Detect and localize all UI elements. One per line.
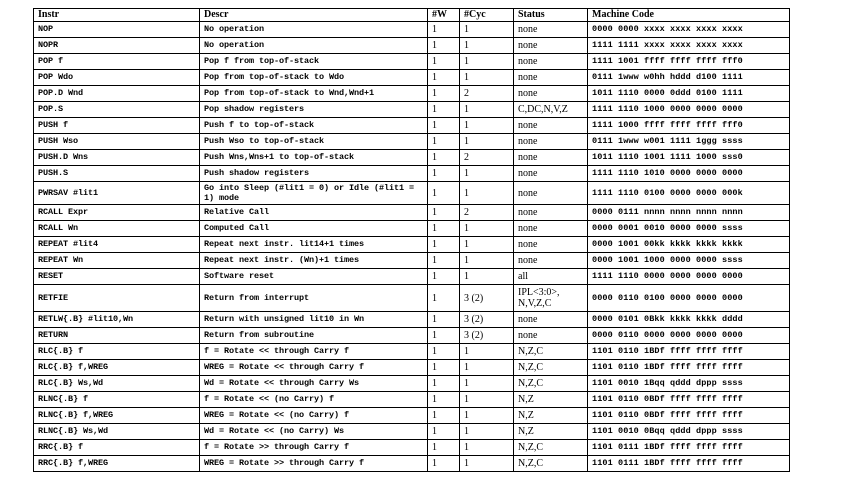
cell-machine-code: 1111 1111 xxxx xxxx xxxx xxxx: [588, 38, 790, 54]
cell-machine-code: 1011 1110 0000 0ddd 0100 1111: [588, 86, 790, 102]
cell-instr: NOP: [34, 22, 200, 38]
cell-instr: PUSH f: [34, 118, 200, 134]
cell-descr: Go into Sleep (#lit1 = 0) or Idle (#lit1 = 1) mode: [200, 182, 428, 205]
cell-machine-code: 1101 0010 0Bqq qddd dppp ssss: [588, 424, 790, 440]
cell-words: 1: [428, 237, 460, 253]
cell-machine-code: 1101 0111 1BDf ffff ffff ffff: [588, 456, 790, 472]
table-row: [34, 182, 790, 205]
table-row: [34, 285, 790, 312]
cell-machine-code: 1111 1110 1000 0000 0000 0000: [588, 102, 790, 118]
header-cycles: #Cyc: [460, 9, 514, 22]
cell-cycles: 1: [460, 102, 514, 118]
cell-cycles: 2: [460, 150, 514, 166]
cell-words: 1: [428, 118, 460, 134]
table-row: [34, 376, 790, 392]
table-row: [34, 150, 790, 166]
cell-status: none: [514, 221, 588, 237]
cell-status: none: [514, 38, 588, 54]
cell-machine-code: 0111 1www w001 1111 1ggg ssss: [588, 134, 790, 150]
table-row: [34, 269, 790, 285]
cell-descr: No operation: [200, 22, 428, 38]
cell-words: 1: [428, 70, 460, 86]
cell-words: 1: [428, 134, 460, 150]
table-row: [34, 408, 790, 424]
table-row: [34, 70, 790, 86]
table-row: [34, 253, 790, 269]
cell-words: 1: [428, 253, 460, 269]
cell-status: none: [514, 118, 588, 134]
cell-instr: RESET: [34, 269, 200, 285]
cell-instr: POP f: [34, 54, 200, 70]
cell-status: none: [514, 166, 588, 182]
table-row: [34, 456, 790, 472]
table-row: [34, 312, 790, 328]
cell-machine-code: 0111 1www w0hh hddd d100 1111: [588, 70, 790, 86]
cell-words: 1: [428, 221, 460, 237]
cell-machine-code: 0000 0101 0Bkk kkkk kkkk dddd: [588, 312, 790, 328]
cell-instr: REPEAT #lit4: [34, 237, 200, 253]
cell-words: 1: [428, 86, 460, 102]
header-machine-code: Machine Code: [588, 9, 790, 22]
cell-words: 1: [428, 408, 460, 424]
cell-words: 1: [428, 344, 460, 360]
cell-cycles: 2: [460, 205, 514, 221]
table-body: [34, 22, 790, 472]
cell-descr: f = Rotate >> through Carry f: [200, 440, 428, 456]
table-row: [34, 344, 790, 360]
cell-descr: Relative Call: [200, 205, 428, 221]
cell-machine-code: 1111 1110 1010 0000 0000 0000: [588, 166, 790, 182]
table-row: [34, 328, 790, 344]
cell-instr: RRC{.B} f,WREG: [34, 456, 200, 472]
cell-cycles: 1: [460, 392, 514, 408]
cell-words: 1: [428, 166, 460, 182]
cell-machine-code: 0000 0110 0000 0000 0000 0000: [588, 328, 790, 344]
cell-machine-code: 1101 0110 1BDf ffff ffff ffff: [588, 344, 790, 360]
cell-cycles: 1: [460, 70, 514, 86]
cell-words: 1: [428, 376, 460, 392]
cell-status: none: [514, 182, 588, 205]
table-row: [34, 237, 790, 253]
cell-descr: Return with unsigned lit10 in Wn: [200, 312, 428, 328]
cell-instr: RLNC{.B} Ws,Wd: [34, 424, 200, 440]
cell-words: 1: [428, 38, 460, 54]
cell-cycles: 1: [460, 118, 514, 134]
cell-descr: Push f to top-of-stack: [200, 118, 428, 134]
cell-instr: POP.S: [34, 102, 200, 118]
cell-machine-code: 1101 0110 1BDf ffff ffff ffff: [588, 360, 790, 376]
cell-descr: Pop shadow registers: [200, 102, 428, 118]
cell-descr: Return from subroutine: [200, 328, 428, 344]
cell-status: N,Z,C: [514, 344, 588, 360]
cell-descr: Repeat next instr. lit14+1 times: [200, 237, 428, 253]
cell-status: none: [514, 150, 588, 166]
cell-cycles: 1: [460, 253, 514, 269]
cell-cycles: 1: [460, 344, 514, 360]
cell-instr: RLC{.B} Ws,Wd: [34, 376, 200, 392]
header-instr: Instr: [34, 9, 200, 22]
cell-cycles: 1: [460, 166, 514, 182]
cell-instr: REPEAT Wn: [34, 253, 200, 269]
cell-status: none: [514, 312, 588, 328]
table-row: [34, 86, 790, 102]
table-row: [34, 134, 790, 150]
cell-machine-code: 1101 0111 1BDf ffff ffff ffff: [588, 440, 790, 456]
cell-status: N,Z,C: [514, 376, 588, 392]
cell-instr: RCALL Expr: [34, 205, 200, 221]
table-row: [34, 22, 790, 38]
cell-words: 1: [428, 54, 460, 70]
cell-words: 1: [428, 360, 460, 376]
cell-descr: Pop f from top-of-stack: [200, 54, 428, 70]
cell-machine-code: 1111 1110 0000 0000 0000 0000: [588, 269, 790, 285]
cell-cycles: 1: [460, 237, 514, 253]
cell-descr: Computed Call: [200, 221, 428, 237]
cell-cycles: 1: [460, 182, 514, 205]
cell-machine-code: 0000 0001 0010 0000 0000 ssss: [588, 221, 790, 237]
cell-machine-code: 1111 1000 ffff ffff ffff fff0: [588, 118, 790, 134]
cell-status: none: [514, 205, 588, 221]
cell-machine-code: 0000 1001 00kk kkkk kkkk kkkk: [588, 237, 790, 253]
cell-status: IPL<3:0>, N,V,Z,C: [514, 285, 588, 312]
cell-machine-code: 0000 1001 1000 0000 0000 ssss: [588, 253, 790, 269]
cell-status: none: [514, 134, 588, 150]
cell-status: N,Z,C: [514, 456, 588, 472]
cell-instr: POP Wdo: [34, 70, 200, 86]
cell-machine-code: 1101 0110 0BDf ffff ffff ffff: [588, 408, 790, 424]
header-status: Status: [514, 9, 588, 22]
table-row: [34, 38, 790, 54]
cell-words: 1: [428, 328, 460, 344]
cell-descr: Pop from top-of-stack to Wnd,Wnd+1: [200, 86, 428, 102]
cell-descr: WREG = Rotate << (no Carry) f: [200, 408, 428, 424]
cell-instr: RETFIE: [34, 285, 200, 312]
table-row: [34, 205, 790, 221]
cell-descr: Software reset: [200, 269, 428, 285]
instruction-table: [33, 8, 790, 472]
cell-status: N,Z,C: [514, 440, 588, 456]
cell-status: none: [514, 54, 588, 70]
cell-words: 1: [428, 269, 460, 285]
cell-cycles: 1: [460, 360, 514, 376]
cell-words: 1: [428, 440, 460, 456]
cell-cycles: 2: [460, 86, 514, 102]
cell-machine-code: 1101 0010 1Bqq qddd dppp ssss: [588, 376, 790, 392]
cell-instr: RCALL Wn: [34, 221, 200, 237]
cell-instr: POP.D Wnd: [34, 86, 200, 102]
cell-cycles: 1: [460, 134, 514, 150]
cell-instr: RETLW{.B} #lit10,Wn: [34, 312, 200, 328]
cell-cycles: 1: [460, 424, 514, 440]
cell-status: all: [514, 269, 588, 285]
cell-status: none: [514, 22, 588, 38]
cell-descr: Push shadow registers: [200, 166, 428, 182]
cell-words: 1: [428, 312, 460, 328]
cell-words: 1: [428, 285, 460, 312]
cell-descr: WREG = Rotate << through Carry f: [200, 360, 428, 376]
cell-descr: Repeat next instr. (Wn)+1 times: [200, 253, 428, 269]
cell-instr: RLNC{.B} f,WREG: [34, 408, 200, 424]
cell-cycles: 1: [460, 38, 514, 54]
cell-status: N,Z: [514, 424, 588, 440]
cell-descr: No operation: [200, 38, 428, 54]
cell-status: none: [514, 86, 588, 102]
cell-descr: Pop from top-of-stack to Wdo: [200, 70, 428, 86]
cell-instr: PUSH.D Wns: [34, 150, 200, 166]
cell-descr: f = Rotate << through Carry f: [200, 344, 428, 360]
cell-cycles: 1: [460, 54, 514, 70]
cell-machine-code: 0000 0110 0100 0000 0000 0000: [588, 285, 790, 312]
table-row: [34, 392, 790, 408]
table-row: [34, 102, 790, 118]
cell-cycles: 3 (2): [460, 285, 514, 312]
table-row: [34, 118, 790, 134]
cell-instr: PUSH Wso: [34, 134, 200, 150]
cell-descr: f = Rotate << (no Carry) f: [200, 392, 428, 408]
cell-descr: Push Wso to top-of-stack: [200, 134, 428, 150]
cell-status: C,DC,N,V,Z: [514, 102, 588, 118]
table-row: [34, 440, 790, 456]
cell-instr: NOPR: [34, 38, 200, 54]
cell-instr: RLNC{.B} f: [34, 392, 200, 408]
cell-words: 1: [428, 182, 460, 205]
cell-machine-code: 1111 1110 0100 0000 0000 000k: [588, 182, 790, 205]
cell-descr: Return from interrupt: [200, 285, 428, 312]
header-row: [34, 9, 790, 22]
cell-status: N,Z,C: [514, 360, 588, 376]
cell-machine-code: 1101 0110 0BDf ffff ffff ffff: [588, 392, 790, 408]
cell-words: 1: [428, 150, 460, 166]
cell-words: 1: [428, 456, 460, 472]
header-words: #W: [428, 9, 460, 22]
table-row: [34, 221, 790, 237]
cell-instr: RRC{.B} f: [34, 440, 200, 456]
cell-cycles: 1: [460, 22, 514, 38]
cell-status: none: [514, 253, 588, 269]
table-row: [34, 54, 790, 70]
cell-status: N,Z: [514, 392, 588, 408]
cell-status: N,Z: [514, 408, 588, 424]
cell-descr: Wd = Rotate << through Carry Ws: [200, 376, 428, 392]
cell-cycles: 1: [460, 456, 514, 472]
cell-descr: WREG = Rotate >> through Carry f: [200, 456, 428, 472]
cell-cycles: 3 (2): [460, 328, 514, 344]
cell-instr: PWRSAV #lit1: [34, 182, 200, 205]
table-row: [34, 360, 790, 376]
cell-cycles: 1: [460, 376, 514, 392]
cell-cycles: 3 (2): [460, 312, 514, 328]
header-descr: Descr: [200, 9, 428, 22]
cell-status: none: [514, 328, 588, 344]
cell-instr: RLC{.B} f,WREG: [34, 360, 200, 376]
cell-status: none: [514, 237, 588, 253]
instruction-table-wrapper: [33, 8, 790, 472]
cell-machine-code: 0000 0000 xxxx xxxx xxxx xxxx: [588, 22, 790, 38]
cell-cycles: 1: [460, 440, 514, 456]
cell-words: 1: [428, 22, 460, 38]
cell-machine-code: 0000 0111 nnnn nnnn nnnn nnnn: [588, 205, 790, 221]
cell-instr: RLC{.B} f: [34, 344, 200, 360]
cell-machine-code: 1111 1001 ffff ffff ffff fff0: [588, 54, 790, 70]
cell-instr: RETURN: [34, 328, 200, 344]
cell-words: 1: [428, 205, 460, 221]
table-row: [34, 424, 790, 440]
cell-cycles: 1: [460, 269, 514, 285]
cell-words: 1: [428, 424, 460, 440]
cell-words: 1: [428, 392, 460, 408]
cell-instr: PUSH.S: [34, 166, 200, 182]
cell-descr: Push Wns,Wns+1 to top-of-stack: [200, 150, 428, 166]
cell-words: 1: [428, 102, 460, 118]
cell-status: none: [514, 70, 588, 86]
cell-cycles: 1: [460, 221, 514, 237]
cell-cycles: 1: [460, 408, 514, 424]
cell-machine-code: 1011 1110 1001 1111 1000 sss0: [588, 150, 790, 166]
table-row: [34, 166, 790, 182]
cell-descr: Wd = Rotate << (no Carry) Ws: [200, 424, 428, 440]
